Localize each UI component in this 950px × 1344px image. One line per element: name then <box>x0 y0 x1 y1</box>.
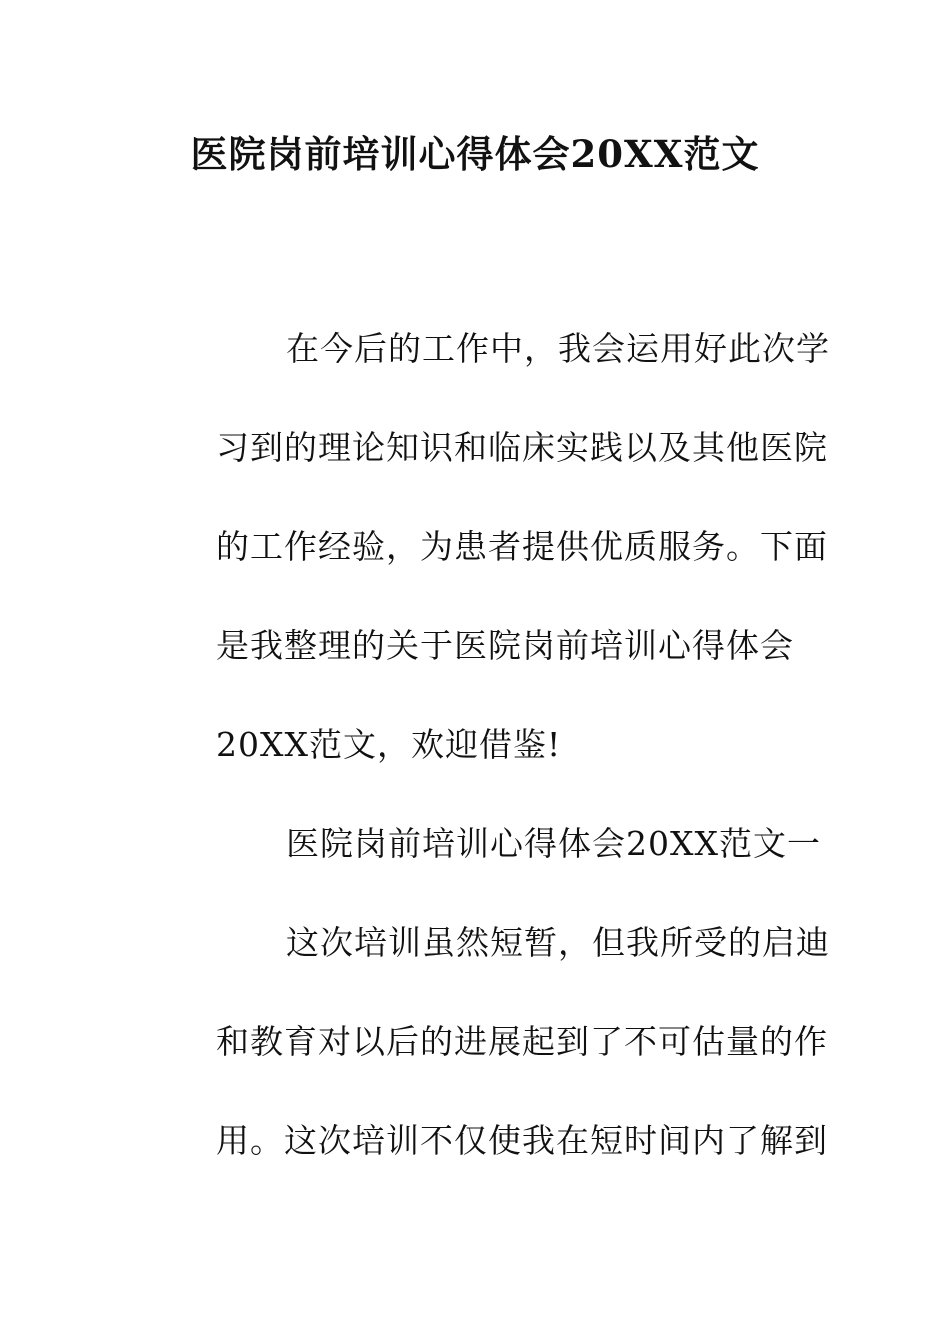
text-line: 的工作经验，为患者提供优质服务。下面 <box>216 527 828 566</box>
text-line: 用。这次培训不仅使我在短时间内了解到 <box>216 1121 828 1160</box>
text-line: 这次培训虽然短暂，但我所受的启迪 <box>286 923 830 962</box>
document-body <box>146 299 830 1190</box>
paragraph-section-heading <box>146 794 821 893</box>
section-heading: 医院岗前培训心得体会20XX范文一 <box>286 824 821 863</box>
text-line: 是我整理的关于医院岗前培训心得体会 <box>216 626 794 665</box>
text-line: 在今后的工作中，我会运用好此次学 <box>286 329 830 368</box>
text-line: 和教育对以后的进展起到了不可估量的作 <box>216 1022 828 1061</box>
paragraph-intro <box>146 299 830 794</box>
paragraph-body-1 <box>146 893 830 1190</box>
text-line: 习到的理论知识和临床实践以及其他医院 <box>216 428 828 467</box>
document-title: 医院岗前培训心得体会20XX范文 <box>190 132 760 176</box>
text-line: 20XX范文，欢迎借鉴! <box>216 725 562 764</box>
